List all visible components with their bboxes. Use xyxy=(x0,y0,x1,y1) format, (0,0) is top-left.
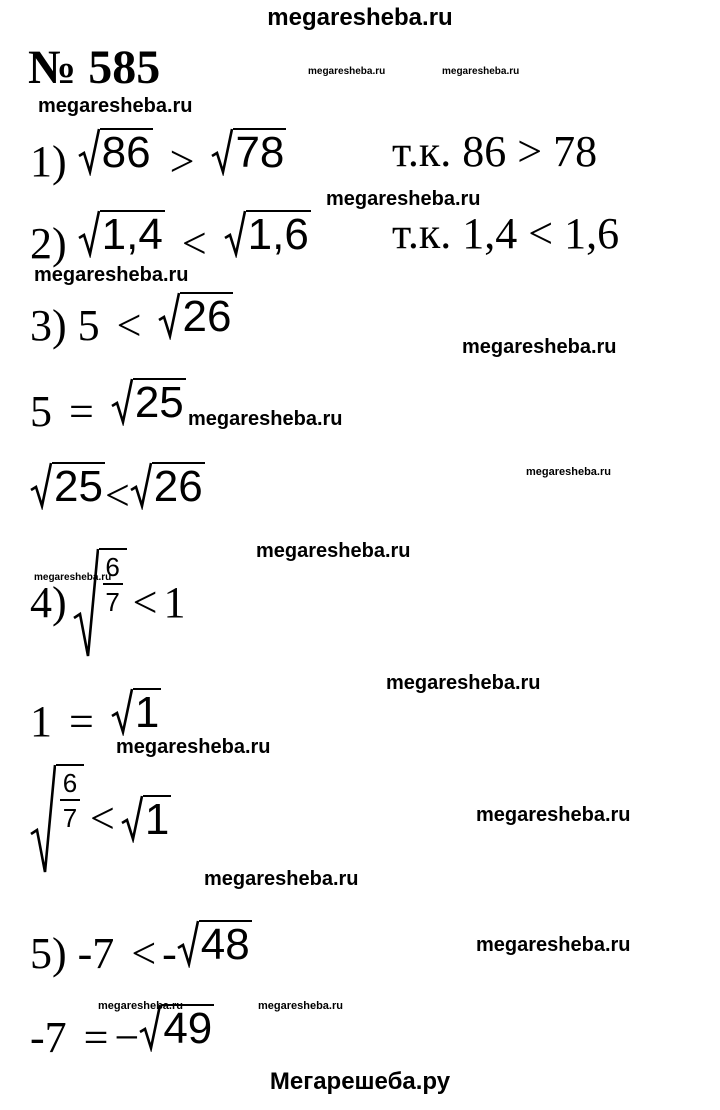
item-label: 4) xyxy=(30,578,67,627)
site-footer: Мегарешеба.ру xyxy=(269,1068,451,1095)
watermark: megaresheba.ru xyxy=(476,804,631,826)
line-1 xyxy=(30,128,286,184)
sqrt xyxy=(78,210,165,258)
watermark: megaresheba.ru xyxy=(526,466,611,478)
line-3b xyxy=(30,378,186,434)
sqrt xyxy=(224,210,311,258)
line-4 xyxy=(30,548,185,658)
sqrt xyxy=(130,462,205,510)
radicand xyxy=(99,548,127,658)
operator: < xyxy=(90,794,115,843)
sqrt xyxy=(30,764,84,874)
fraction xyxy=(103,554,123,615)
problem-number: № 585 xyxy=(28,41,161,94)
value: 5 xyxy=(77,301,100,350)
operator: < xyxy=(104,471,130,520)
watermark: megaresheba.ru xyxy=(462,336,617,358)
radicand: 48 xyxy=(200,920,250,969)
radicand: 1,6 xyxy=(247,210,309,259)
radicand: 26 xyxy=(182,292,232,341)
value: -7 xyxy=(77,929,115,978)
watermark: megaresheba.ru xyxy=(386,672,541,694)
value: 1 xyxy=(30,697,52,746)
line-4b xyxy=(30,688,161,744)
watermark: megaresheba.ru xyxy=(476,934,631,956)
watermark: megaresheba.ru xyxy=(34,572,112,583)
operator: < xyxy=(131,929,157,978)
operator: = xyxy=(69,387,94,436)
watermark: megaresheba.ru xyxy=(98,1000,183,1012)
operator: < xyxy=(181,219,207,268)
radicand xyxy=(56,764,84,874)
watermark: megaresheba.ru xyxy=(326,188,481,210)
radicand: 1 xyxy=(144,794,170,844)
item-label: 3) xyxy=(30,301,67,350)
sqrt xyxy=(158,292,233,340)
item-label: 1) xyxy=(30,137,67,186)
watermark: megaresheba.ru xyxy=(38,95,193,117)
watermark: megaresheba.ru xyxy=(204,868,359,890)
radicand: 1,4 xyxy=(101,210,163,259)
value: 5 xyxy=(30,387,52,436)
radicand: 26 xyxy=(153,462,203,511)
sqrt xyxy=(73,548,127,658)
operator: > xyxy=(169,137,195,186)
sqrt xyxy=(211,128,286,176)
line-5b xyxy=(30,1004,214,1060)
sqrt xyxy=(78,128,153,176)
operator: = xyxy=(83,1013,109,1062)
numerator: 6 xyxy=(105,552,120,582)
watermark: megaresheba.ru xyxy=(258,1000,343,1012)
reason-2: т.к. 1,4 < 1,6 xyxy=(392,209,620,258)
operator: < xyxy=(132,578,158,627)
sqrt xyxy=(121,795,171,843)
watermark: megaresheba.ru xyxy=(256,540,411,562)
radicand: 86 xyxy=(101,128,151,177)
value: -7 xyxy=(30,1013,67,1062)
operator: = xyxy=(69,697,94,746)
item-label: 5) xyxy=(30,929,67,978)
site-header: megaresheba.ru xyxy=(267,4,453,31)
line-4c xyxy=(30,764,171,874)
minus-sign: - xyxy=(162,929,177,978)
denominator: 7 xyxy=(62,803,78,833)
value: 1 xyxy=(163,578,186,627)
watermark: megaresheba.ru xyxy=(308,66,386,77)
sqrt xyxy=(30,462,105,510)
denominator: 7 xyxy=(105,587,120,617)
watermark: megaresheba.ru xyxy=(188,408,343,430)
radicand: 25 xyxy=(54,462,103,511)
sqrt xyxy=(177,920,252,968)
sqrt xyxy=(111,378,186,426)
watermark: megaresheba.ru xyxy=(34,264,189,286)
minus-sign: − xyxy=(114,1013,140,1062)
line-2 xyxy=(30,210,311,266)
reason-1: т.к. 86 > 78 xyxy=(392,127,598,176)
line-3c xyxy=(30,462,205,518)
radicand: 25 xyxy=(134,378,184,427)
fraction-bar xyxy=(60,799,80,801)
radicand: 1 xyxy=(134,688,160,737)
sqrt xyxy=(139,1004,214,1052)
line-3 xyxy=(30,292,233,348)
radicand: 78 xyxy=(235,128,285,177)
watermark: megaresheba.ru xyxy=(442,66,520,77)
fraction xyxy=(60,770,80,831)
operator: < xyxy=(116,301,142,350)
line-5 xyxy=(30,920,252,976)
fraction-bar xyxy=(103,583,123,585)
watermark: megaresheba.ru xyxy=(116,736,271,758)
sqrt xyxy=(111,688,161,736)
item-label: 2) xyxy=(30,219,67,268)
numerator: 6 xyxy=(62,768,78,798)
radicand: 49 xyxy=(163,1004,213,1053)
